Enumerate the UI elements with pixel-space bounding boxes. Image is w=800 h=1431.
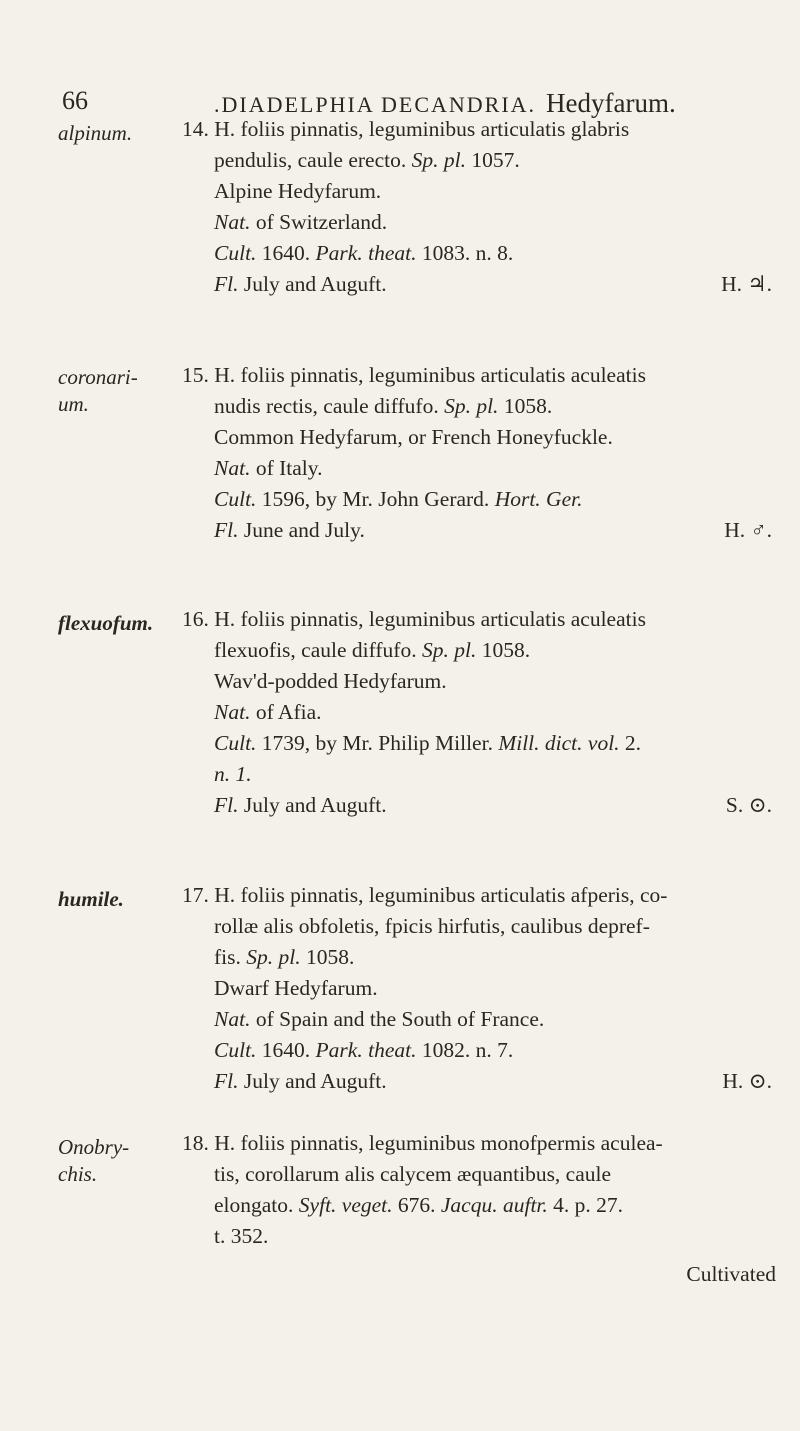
- cultivated-line-continued: n. 1.: [214, 762, 252, 786]
- flowering-line: Fl. July and Auguft. H. ♃.: [182, 269, 772, 300]
- flowering-line: Fl. June and July. H. ♂.: [182, 515, 772, 546]
- flowering-line: Fl. July and Auguft. S. ⊙.: [182, 790, 772, 821]
- reference: Sp. pl.: [421, 638, 477, 662]
- habit-symbol: H. ♃.: [721, 272, 772, 296]
- native-line: Nat. of Afia.: [214, 700, 322, 724]
- reference-continued: t. 352.: [214, 1224, 269, 1248]
- habit-symbol: H. ⊙.: [722, 1069, 772, 1093]
- reference: Sp. pl.: [246, 945, 301, 969]
- reference: Jacqu. auftr.: [440, 1193, 548, 1217]
- reference: Syft. veget.: [298, 1193, 393, 1217]
- class-order: .DIADELPHIA DECANDRIA.: [214, 92, 537, 117]
- catchword: Cultivated: [686, 1262, 776, 1286]
- margin-species-name: humile.: [58, 887, 124, 911]
- cultivated-line: Cult. 1739, by Mr. Philip Miller. Mill. dict. vol. 2.: [214, 731, 642, 755]
- entry-body: [182, 114, 772, 300]
- native-line: Nat. of Switzerland.: [214, 210, 388, 234]
- diagnosis-line: pendulis, caule erecto. Sp. pl. 1057.: [214, 148, 520, 172]
- diagnosis-line: 15. H. foliis pinnatis, leguminibus articulatis aculeatis: [182, 363, 646, 387]
- habit-symbol: S. ⊙.: [725, 793, 772, 817]
- habit-symbol: H. ♂.: [724, 518, 772, 542]
- margin-species-name: flexuofum.: [58, 611, 154, 635]
- cultivated-line: Cult. 1640. Park. theat. 1083. n. 8.: [214, 241, 514, 265]
- common-name: Common Hedyfarum, or French Honeyfuckle.: [214, 425, 613, 449]
- native-line: Nat. of Spain and the South of France.: [214, 1007, 545, 1031]
- entry-body: [182, 1128, 772, 1252]
- diagnosis-line: fis. Sp. pl. 1058.: [214, 945, 355, 969]
- diagnosis-line: 17. H. foliis pinnatis, leguminibus articulatis afperis, co-: [182, 883, 668, 907]
- entry-body: [182, 360, 772, 546]
- diagnosis-line: tis, corollarum alis calycem æquantibus, caule: [214, 1162, 612, 1186]
- entry-body: [182, 604, 772, 821]
- reference: Sp. pl.: [444, 394, 499, 418]
- genus-name: Hedyfarum.: [546, 88, 676, 118]
- diagnosis-line: nudis rectis, caule diffufo. Sp. pl. 1058.: [214, 394, 553, 418]
- margin-species-name: coronari- um.: [58, 365, 138, 416]
- diagnosis-line: 18. H. foliis pinnatis, leguminibus monofpermis aculea-: [182, 1131, 663, 1155]
- flowering-line: Fl. July and Auguft. H. ⊙.: [182, 1066, 772, 1097]
- diagnosis-line: flexuofis, caule diffufo. Sp. pl. 1058.: [214, 638, 531, 662]
- margin-species-name: Onobry- chis.: [58, 1135, 130, 1186]
- common-name: Dwarf Hedyfarum.: [214, 976, 378, 1000]
- cultivated-line: Cult. 1640. Park. theat. 1082. n. 7.: [214, 1038, 514, 1062]
- diagnosis-line: elongato. Syft. veget. 676. Jacqu. auftr. 4. p. 27.: [214, 1193, 624, 1217]
- common-name: Alpine Hedyfarum.: [214, 179, 382, 203]
- page-number: 66: [62, 86, 88, 115]
- common-name: Wav'd-podded Hedyfarum.: [214, 669, 447, 693]
- diagnosis-line: rollæ alis obfoletis, fpicis hirfutis, caulibus depref-: [214, 914, 650, 938]
- diagnosis-line: 16. H. foliis pinnatis, leguminibus articulatis aculeatis: [182, 607, 646, 631]
- native-line: Nat. of Italy.: [214, 456, 323, 480]
- margin-species-name: alpinum.: [58, 121, 133, 145]
- diagnosis-line: 14. H. foliis pinnatis, leguminibus articulatis glabris: [182, 117, 630, 141]
- entry-body: [182, 880, 772, 1097]
- cultivated-line: Cult. 1596, by Mr. John Gerard. Hort. Ger.: [214, 487, 583, 511]
- reference: Sp. pl.: [411, 148, 466, 172]
